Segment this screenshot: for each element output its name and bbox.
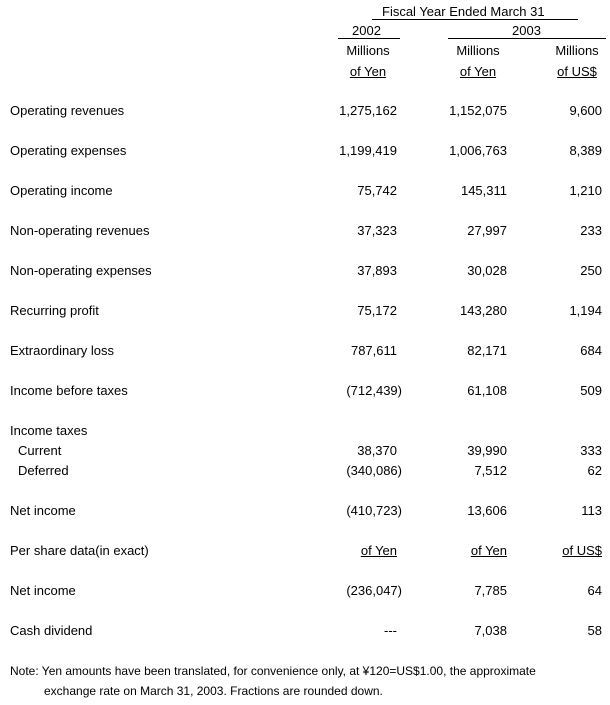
value-2002: 75,742 [357, 183, 397, 198]
value-2003-usd: 509 [580, 383, 602, 398]
row-label: Net income [10, 583, 76, 598]
row-label: Extraordinary loss [10, 343, 115, 358]
per-share-unit-2003-usd: of US$ [562, 543, 602, 558]
income-taxes-label: Income taxes [10, 423, 88, 438]
note-line-1: Note: Yen amounts have been translated, for convenience only, at ¥120=US$1.00, the approximate [10, 664, 536, 678]
value-2003-usd: 113 [581, 503, 602, 518]
row-label: Operating revenues [10, 103, 125, 118]
col1-unit-millions: Millions [346, 43, 390, 58]
value-2002: --- [384, 623, 397, 638]
year-2002-header: 2002 [352, 23, 381, 38]
value-2003-yen: 7,785 [474, 583, 507, 598]
value-2003-yen: 143,280 [460, 303, 507, 318]
value-2003-usd: 333 [580, 443, 602, 458]
value-2003-usd: 58 [587, 623, 602, 638]
row-label: Recurring profit [10, 303, 99, 318]
row-label: Current [18, 443, 62, 458]
value-2003-yen: 1,006,763 [449, 143, 507, 158]
year-2003-header: 2003 [512, 23, 541, 38]
value-2003-usd: 1,194 [569, 303, 602, 318]
value-2002: 1,275,162 [339, 103, 397, 118]
value-2003-yen: 27,997 [467, 223, 507, 238]
value-2002: (236,047) [346, 583, 402, 598]
value-2003-yen: 82,171 [467, 343, 507, 358]
row-label: Income before taxes [10, 383, 128, 398]
row-label: Non-operating revenues [10, 223, 150, 238]
col3-unit-usd: of US$ [557, 64, 597, 79]
row-label: Net income [10, 503, 76, 518]
fiscal-year-underline [372, 19, 578, 20]
row-label: Deferred [18, 463, 69, 478]
value-2002: 37,323 [357, 223, 397, 238]
value-2003-yen: 145,311 [460, 183, 507, 198]
col3-unit-millions: Millions [555, 43, 599, 58]
value-2002: (340,086) [346, 463, 402, 478]
value-2002: (712,439) [346, 383, 402, 398]
col1-unit-yen: of Yen [349, 64, 387, 79]
value-2003-yen: 39,990 [467, 443, 507, 458]
value-2002: 75,172 [357, 303, 397, 318]
value-2003-yen: 7,512 [474, 463, 507, 478]
note-line-2: exchange rate on March 31, 2003. Fractions are rounded down. [44, 684, 383, 698]
value-2002: 37,893 [357, 263, 397, 278]
value-2003-usd: 684 [580, 343, 602, 358]
per-share-unit-2002: of Yen [360, 543, 397, 558]
col2-unit-yen: of Yen [459, 64, 497, 79]
value-2003-usd: 233 [580, 223, 602, 238]
value-2003-yen: 30,028 [467, 263, 507, 278]
per-share-label: Per share data(in exact) [10, 543, 149, 558]
value-2003-yen: 13,606 [467, 503, 507, 518]
value-2002: 1,199,419 [339, 143, 397, 158]
year-2002-underline [338, 38, 400, 39]
value-2003-usd: 1,210 [569, 183, 602, 198]
year-2003-underline [448, 38, 606, 39]
value-2003-yen: 61,108 [467, 383, 507, 398]
value-2003-yen: 1,152,075 [449, 103, 507, 118]
per-share-unit-2003-yen: of Yen [470, 543, 507, 558]
row-label: Operating income [10, 183, 113, 198]
value-2003-usd: 8,389 [569, 143, 602, 158]
value-2002: 787,611 [350, 343, 397, 358]
value-2002: (410,723) [346, 503, 402, 518]
value-2003-yen: 7,038 [474, 623, 507, 638]
row-label: Cash dividend [10, 623, 93, 638]
value-2003-usd: 250 [580, 263, 602, 278]
row-label: Operating expenses [10, 143, 127, 158]
row-label: Non-operating expenses [10, 263, 152, 278]
value-2003-usd: 62 [587, 463, 602, 478]
value-2003-usd: 9,600 [569, 103, 602, 118]
value-2002: 38,370 [357, 443, 397, 458]
value-2003-usd: 64 [587, 583, 602, 598]
col2-unit-millions: Millions [456, 43, 500, 58]
fiscal-year-header: Fiscal Year Ended March 31 [382, 4, 545, 19]
